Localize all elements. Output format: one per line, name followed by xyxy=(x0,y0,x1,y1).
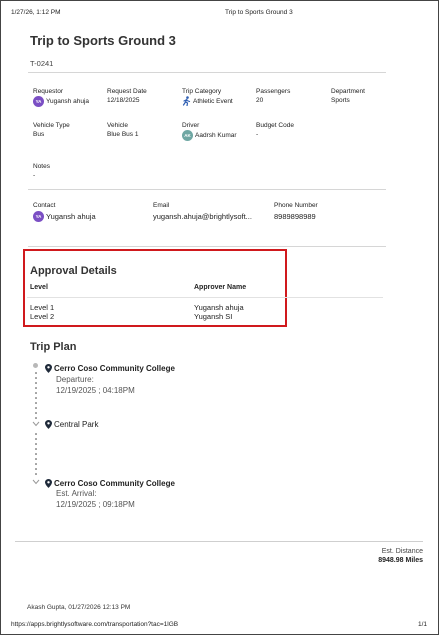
stop-time-label: Est. Arrival: xyxy=(56,489,97,498)
email-value: yugansh.ahuja@brightlysoft... xyxy=(153,212,252,221)
print-datetime: 1/27/26, 1:12 PM xyxy=(11,9,61,16)
approval-col-approver: Approver Name xyxy=(194,284,247,291)
chevron-down-icon xyxy=(32,421,40,427)
trip-category-value: Athletic Event xyxy=(193,98,233,105)
approval-approver: Yugansh ahuja xyxy=(194,303,244,312)
driver-label: Driver xyxy=(182,122,200,129)
notes-label: Notes xyxy=(33,163,50,170)
vehicle-type-label: Vehicle Type xyxy=(33,122,70,129)
driver-avatar: AK xyxy=(182,130,193,141)
vehicle-value: Blue Bus 1 xyxy=(107,131,139,138)
request-date-value: 12/18/2025 xyxy=(107,97,140,104)
page-url: https://apps.brightlysoftware.com/transportation?tac=1lGB xyxy=(11,621,179,628)
department-label: Department xyxy=(331,88,365,95)
contact-value: Yugansh ahuja xyxy=(46,212,96,221)
budget-code-value: - xyxy=(256,131,259,138)
contact-label: Contact xyxy=(33,202,56,209)
print-doc-title: Trip to Sports Ground 3 xyxy=(225,9,293,16)
trip-plan-title: Trip Plan xyxy=(30,341,77,353)
request-date-label: Request Date xyxy=(107,88,147,95)
contact-avatar: YA xyxy=(33,211,44,222)
approval-level: Level 2 xyxy=(30,312,55,321)
printed-by: Akash Gupta, 01/27/2026 12:13 PM xyxy=(27,604,131,611)
location-pin-icon xyxy=(45,420,52,429)
vehicle-type-value: Bus xyxy=(33,131,45,138)
running-person-icon xyxy=(182,96,191,106)
approval-title: Approval Details xyxy=(30,265,117,277)
requestor-avatar: YA xyxy=(33,96,44,107)
distance-value: 8948.98 Miles xyxy=(378,557,423,564)
approval-highlight-box xyxy=(23,249,287,327)
page-title: Trip to Sports Ground 3 xyxy=(30,33,176,48)
chevron-down-icon xyxy=(32,479,40,485)
divider xyxy=(28,246,386,247)
budget-code-label: Budget Code xyxy=(256,122,294,129)
email-label: Email xyxy=(153,202,170,209)
stop-name: Central Park xyxy=(54,420,99,429)
stop-time-label: Departure: xyxy=(56,375,94,384)
divider xyxy=(28,72,386,73)
driver-value: Aadrsh Kumar xyxy=(195,132,237,139)
vehicle-label: Vehicle xyxy=(107,122,128,129)
location-pin-icon xyxy=(45,479,52,488)
page-count: 1/1 xyxy=(417,621,427,628)
divider xyxy=(27,297,383,298)
stop-name: Cerro Coso Community College xyxy=(54,479,175,488)
stop-time: 12/19/2025 ; 04:18PM xyxy=(56,386,135,395)
divider xyxy=(15,541,423,542)
divider xyxy=(28,189,386,190)
approval-approver: Yugansh SI xyxy=(194,312,233,321)
location-pin-icon xyxy=(45,364,52,373)
stop-time: 12/19/2025 ; 09:18PM xyxy=(56,500,135,509)
approval-level: Level 1 xyxy=(30,303,55,312)
stop-name: Cerro Coso Community College xyxy=(54,364,175,373)
distance-label: Est. Distance xyxy=(381,548,423,555)
approval-col-level: Level xyxy=(30,284,48,291)
timeline-start-dot xyxy=(33,363,38,368)
phone-label: Phone Number xyxy=(274,202,318,209)
requestor-value: Yugansh ahuja xyxy=(46,98,90,105)
phone-value: 8989898989 xyxy=(274,212,316,221)
department-value: Sports xyxy=(331,97,350,104)
trip-id: T-0241 xyxy=(30,59,54,68)
passengers-value: 20 xyxy=(256,97,264,104)
notes-value: - xyxy=(33,172,36,179)
passengers-label: Passengers xyxy=(256,88,291,95)
trip-category-label: Trip Category xyxy=(182,88,222,95)
requestor-label: Requestor xyxy=(33,88,63,95)
